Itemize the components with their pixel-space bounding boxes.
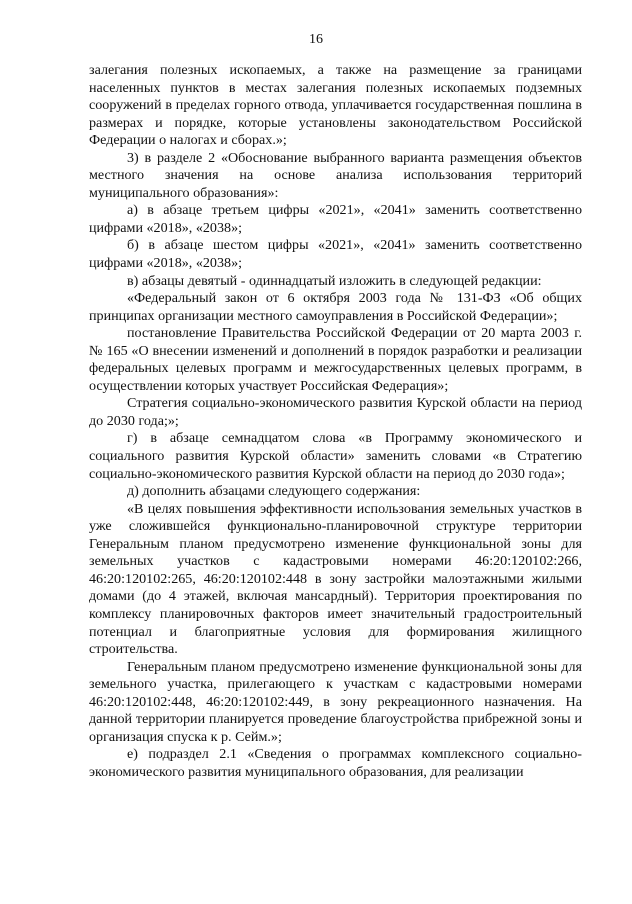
paragraph-3: а) в абзаце третьем цифры «2021», «2041» заменить соответственно цифрами «2018», «2038»; <box>89 202 582 236</box>
paragraph-7: постановление Правительства Российской Федерации от 20 марта 2003 г. № 165 «О внесении изменений и дополнений в порядок разработки и реализации федеральных целевых программ и межгосударственных целевых программ, в осуществлении которых участвует Российская Федерация»; <box>89 325 582 394</box>
paragraph-9: г) в абзаце семнадцатом слова «в Программу экономического и социального развития Курской области» заменить словами «в Стратегию социально-экономического развития Курской области на период до 2030 года»; <box>89 430 582 482</box>
paragraph-2: 3) в разделе 2 «Обоснование выбранного варианта размещения объектов местного значения на основе анализа использования территорий муниципального образования»: <box>89 149 582 201</box>
paragraph-6: «Федеральный закон от 6 октября 2003 года № 131-ФЗ «Об общих принципах организации местного самоуправления в Российской Федерации»; <box>89 290 582 324</box>
paragraph-12: Генеральным планом предусмотрено изменение функциональной зоны для земельного участка, прилегающего к участкам с кадастровыми номерами 46:20:120102:448, 46:20:120102:449, в зону рекреационного назначения. На данной территории планируется проведение благоустройства прибрежной зоны и организация спуска к р. Сейм.»; <box>89 658 582 745</box>
document-body <box>89 62 582 781</box>
paragraph-13: е) подраздел 2.1 «Сведения о программах комплексного социально-экономического развития муниципального образования, для реализации <box>89 746 582 780</box>
paragraph-5: в) абзацы девятый - одиннадцатый изложить в следующей редакции: <box>127 272 542 289</box>
paragraph-1: залегания полезных ископаемых, а также на размещение за границами населенных пунктов в местах залегания полезных ископаемых подземных сооружений в пределах горного отвода, уплачивается государственная пошлина в размерах и порядке, которые установлены законодательством Российской Федерации о налогах и сборах.»; <box>89 62 582 149</box>
paragraph-4: б) в абзаце шестом цифры «2021», «2041» заменить соответственно цифрами «2018», «2038»; <box>89 237 582 272</box>
paragraph-10: д) дополнить абзацами следующего содержания: <box>127 483 421 500</box>
page-number: 16 <box>309 32 323 47</box>
paragraph-11: «В целях повышения эффективности использования земельных участков в уже сложившейся функционально-планировочной структуре территории Генеральным планом предусмотрено изменение функциональной зоны для земельных участков с кадастровыми номерами 46:20:120102:266, 46:20:120102:265, 46:20:120102:448 в зону застройки малоэтажными жилыми домами (до 4 этажей, включая мансардный). Территория проектирования по комплексу планировочных факторов имеет значительный градостроительный потенциал и благоприятные условия для формирования жилищного строительства. <box>89 500 582 658</box>
paragraph-8: Стратегия социально-экономического развития Курской области на период до 2030 года;»; <box>89 395 582 429</box>
